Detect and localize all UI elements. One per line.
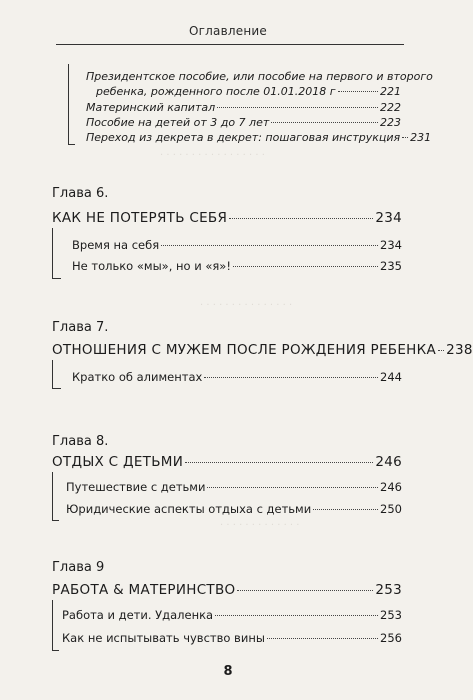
leader-dots — [313, 509, 378, 510]
toc-entry-title: Кратко об алиментах — [72, 370, 203, 384]
toc-entry-page: 234 — [380, 238, 402, 252]
chapter-heading — [52, 342, 473, 358]
toc-entry-page: 246 — [380, 480, 402, 494]
toc-entry-title: Переход из декрета в декрет: пошаговая инструкция — [86, 131, 401, 144]
chapter-heading — [52, 210, 402, 226]
chapter-title: ОТНОШЕНИЯ С МУЖЕМ ПОСЛЕ РОЖДЕНИЯ РЕБЕНКА — [52, 342, 437, 358]
toc-entry-title: Материнский капитал — [86, 101, 216, 114]
chapter-label: Глава 8. — [52, 434, 109, 449]
toc-entry-page: 231 — [410, 131, 432, 144]
toc-entry-line1: Президентское пособие, или пособие на первого и второго — [86, 70, 433, 83]
toc-entry — [72, 370, 402, 384]
section-bracket — [52, 228, 61, 279]
chapter-label: Глава 9 — [52, 560, 105, 575]
chapter-page: 253 — [375, 582, 402, 598]
section-bracket — [68, 64, 75, 145]
leader-dots — [217, 107, 378, 108]
toc-entry — [66, 480, 402, 494]
bleed-through-text: · · · · · · · · · · · · · · · · · — [160, 150, 265, 161]
chapter-label: Глава 6. — [52, 186, 109, 201]
leader-dots — [229, 218, 373, 219]
chapter-title: ОТДЫХ С ДЕТЬМИ — [52, 454, 184, 470]
section-bracket — [52, 600, 59, 651]
toc-entry-title: Время на себя — [72, 238, 160, 252]
toc-entry-page: 235 — [380, 259, 402, 273]
leader-dots — [438, 350, 444, 351]
section-bracket — [52, 472, 59, 521]
toc-entry-page: 222 — [380, 101, 401, 114]
toc-entry-page: 256 — [380, 631, 402, 645]
toc-entry-page: 221 — [380, 85, 401, 98]
bleed-through-text: · · · · · · · · · · · · · · · — [200, 300, 293, 311]
toc-entry — [72, 238, 402, 252]
toc-entry — [66, 502, 402, 516]
header-rule — [56, 44, 404, 45]
toc-entry-title: Пособие на детей от 3 до 7 лет — [86, 116, 270, 129]
chapter-title: КАК НЕ ПОТЕРЯТЬ СЕБЯ — [52, 210, 228, 226]
toc-entry-title: Как не испытывать чувство вины — [62, 631, 265, 645]
toc-entry-page: 244 — [380, 370, 402, 384]
page-number: 8 — [223, 664, 233, 679]
toc-entry-title: Юридические аспекты отдыха с детьми — [66, 502, 312, 516]
toc-entry-page: 223 — [380, 116, 401, 129]
chapter-page: 234 — [375, 210, 402, 226]
chapter-heading — [52, 582, 402, 598]
leader-dots — [215, 615, 378, 616]
toc-entry — [86, 116, 401, 129]
toc-entry-page: 253 — [380, 608, 402, 622]
toc-entry-title: ребенка, рожденного после 01.01.2018 г — [96, 85, 336, 98]
toc-entry-title: Работа и дети. Удаленка — [62, 608, 214, 622]
toc-entry — [62, 631, 402, 645]
leader-dots — [161, 245, 378, 246]
leader-dots — [271, 122, 378, 123]
toc-entry-title: Путешествие с детьми — [66, 480, 206, 494]
chapter-label: Глава 7. — [52, 320, 109, 335]
running-head: Оглавление — [189, 24, 267, 38]
toc-entry-title: Не только «мы», но и «я»! — [72, 259, 231, 273]
leader-dots — [338, 91, 378, 92]
toc-entry-page: 250 — [380, 502, 402, 516]
leader-dots — [207, 487, 378, 488]
chapter-page: 238 — [446, 342, 473, 358]
leader-dots — [204, 377, 378, 378]
toc-entry — [72, 259, 402, 273]
leader-dots — [237, 590, 373, 591]
section-bracket — [52, 360, 61, 389]
leader-dots — [233, 266, 378, 267]
toc-entry — [86, 131, 432, 144]
leader-dots — [402, 137, 408, 138]
bleed-through-text: · · · · · · · · · · · · · — [220, 520, 300, 531]
leader-dots — [185, 462, 373, 463]
toc-entry — [86, 101, 401, 114]
leader-dots — [267, 638, 378, 639]
chapter-heading — [52, 454, 402, 470]
toc-entry — [62, 608, 402, 622]
chapter-title: РАБОТА & МАТЕРИНСТВО — [52, 582, 236, 598]
chapter-page: 246 — [375, 454, 402, 470]
toc-entry — [96, 85, 401, 98]
